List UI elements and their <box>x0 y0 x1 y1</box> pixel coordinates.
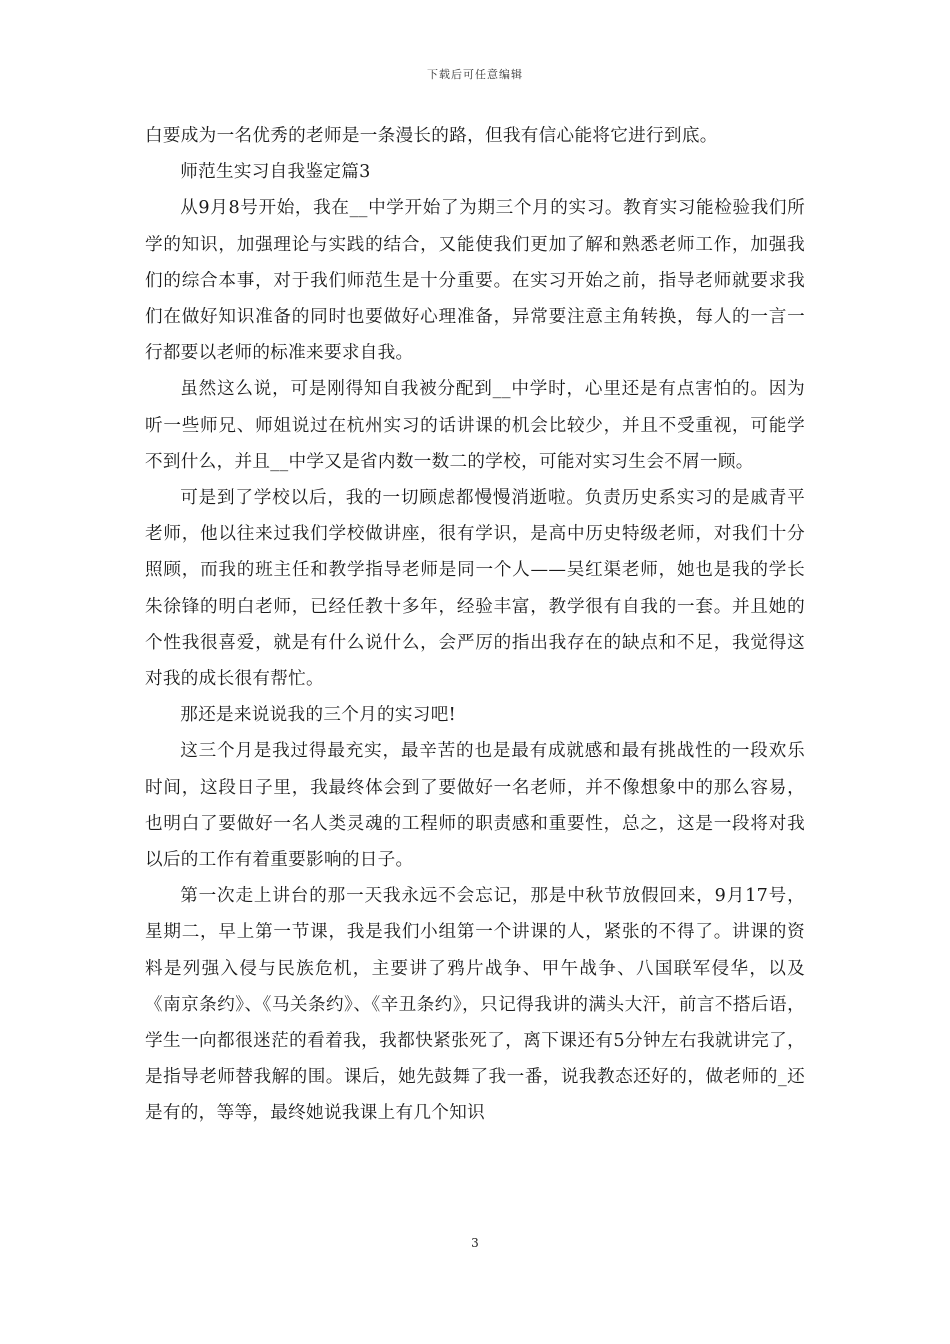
document-body <box>145 118 805 1132</box>
paragraph: 这三个月是我过得最充实，最辛苦的也是最有成就感和最有挑战性的一段欢乐时间，这段日子里，我最终体会到了要做好一名老师，并不像想象中的那么容易，也明白了要做好一名人类灵魂的工程师的职责感和重要性，总之，这是一段将对我以后的工作有着重要影响的日子。 <box>145 741 805 871</box>
paragraph-continued: 白要成为一名优秀的老师是一条漫长的路，但我有信心能将它进行到底。 <box>145 126 718 146</box>
paragraph: 第一次走上讲台的那一天我永远不会忘记，那是中秋节放假回来，9月17号，星期二，早上第一节课，我是我们小组第一个讲课的人，紧张的不得了。讲课的资料是列强入侵与民族危机，主要讲了鸦片战争、甲午战争、八国联军侵华，以及《南京条约》、《马关条约》、《辛丑条约》，只记得我讲的满头大汗，前言不搭后语，学生一向都很迷茫的看着我，我都快紧张死了，离下课还有5分钟左右我就讲完了，是指导老师替我解的围。课后，她先鼓舞了我一番，说我教态还好的，做老师的_还是有的，等等，最终她说我课上有几个知识 <box>145 886 805 1124</box>
paragraph: 那还是来说说我的三个月的实习吧! <box>180 705 456 726</box>
paragraph: 可是到了学校以后，我的一切顾虑都慢慢消逝啦。负责历史系实习的是戚青平老师，他以往来过我们学校做讲座，很有学识，是高中历史特级老师，对我们十分照顾，而我的班主任和教学指导老师是同一个人——吴红渠老师，她也是我的学长朱徐锋的明白老师，已经任教十多年，经验丰富，教学很有自我的一套。并且她的个性我很喜爱，就是有什么说什么，会严厉的指出我存在的缺点和不足，我觉得这对我的成长很有帮忙。 <box>145 488 805 690</box>
paragraph: 从9月8号开始，我在__中学开始了为期三个月的实习。教育实习能检验我们所学的知识，加强理论与实践的结合，又能使我们更加了解和熟悉老师工作，加强我们的综合本事，对于我们师范生是十分重要。在实习开始之前，指导老师就要求我们在做好知识准备的同时也要做好心理准备，异常要注意主角转换，每人的一言一行都要以老师的标准来要求自我。 <box>145 198 805 364</box>
section-heading: 师范生实习自我鉴定篇3 <box>180 162 371 183</box>
page-header: 下载后可任意编辑 <box>427 68 523 81</box>
page-number: 3 <box>471 1236 479 1250</box>
paragraph: 虽然这么说，可是刚得知自我被分配到__中学时，心里还是有点害怕的。因为听一些师兄、师姐说过在杭州实习的话讲课的机会比较少，并且不受重视，可能学不到什么，并且__中学又是省内数一数二的学校，可能对实习生会不屑一顾。 <box>145 379 805 472</box>
